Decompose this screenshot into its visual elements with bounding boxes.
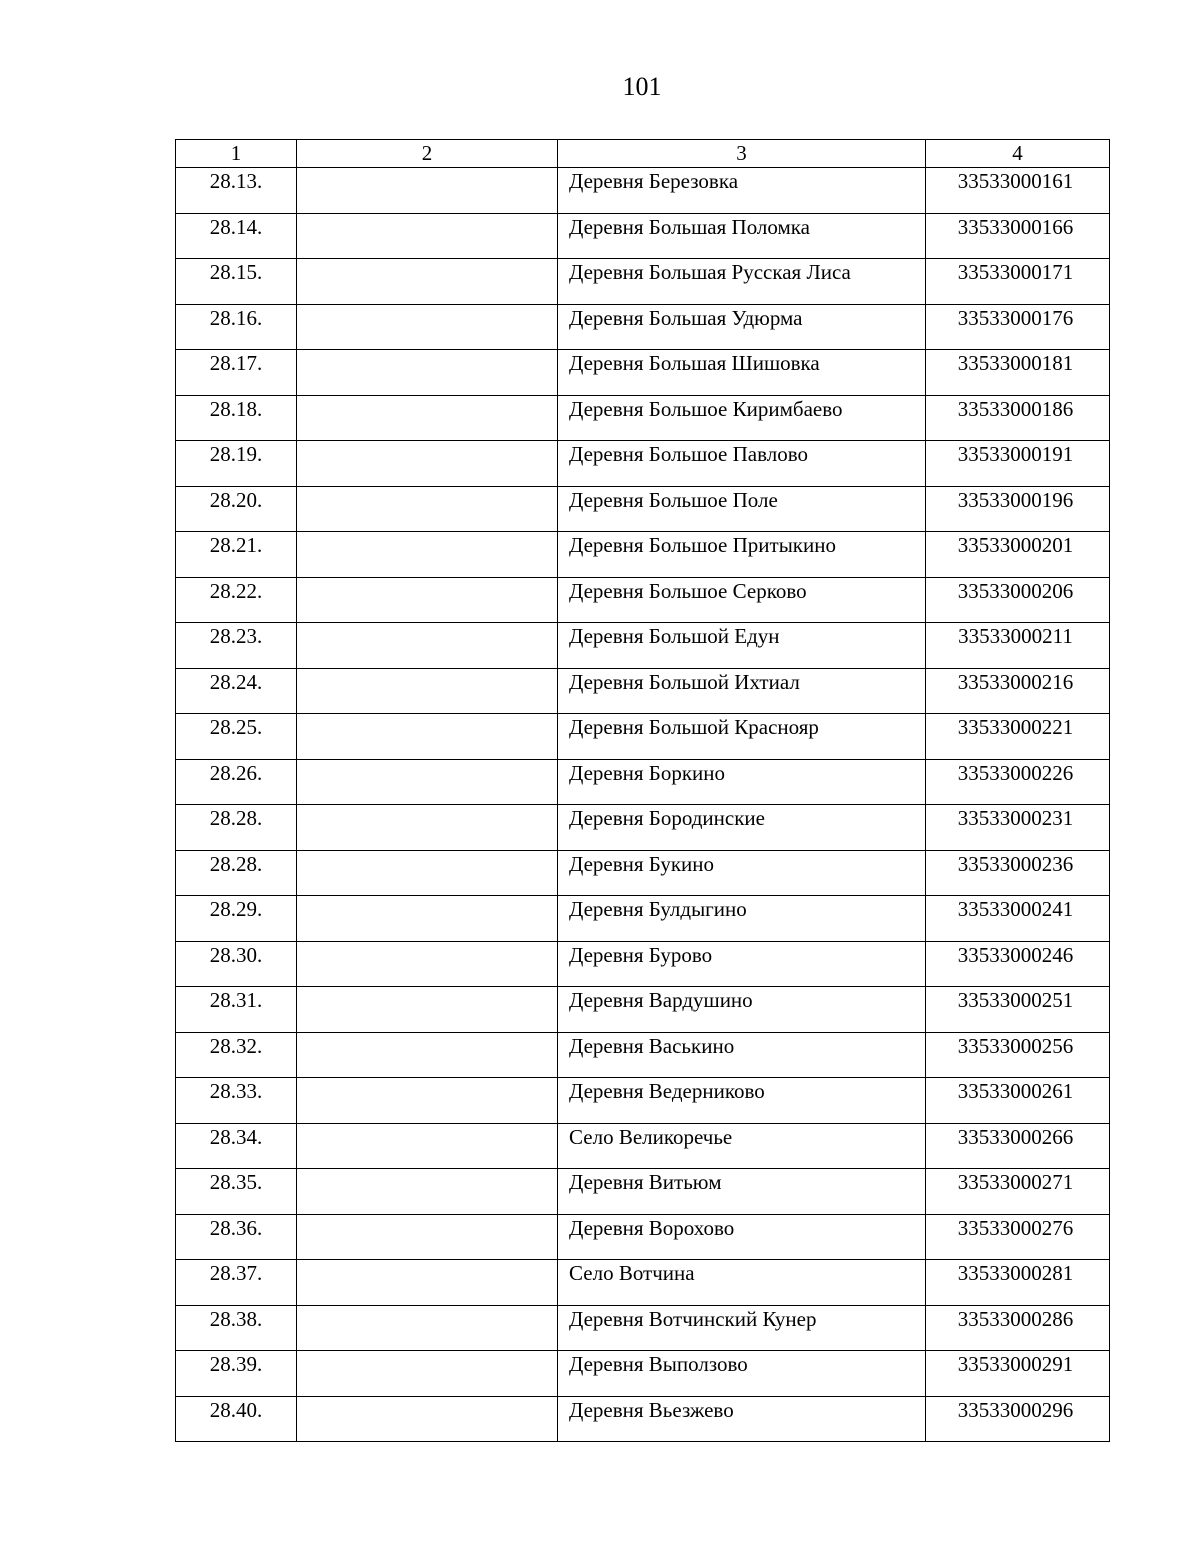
row-number-cell: 28.28. (176, 850, 297, 896)
settlement-name-cell: Деревня Витьюм (558, 1169, 926, 1215)
table-row (176, 259, 1110, 305)
settlement-code-cell: 33533000211 (926, 623, 1110, 669)
table-row (176, 896, 1110, 942)
settlement-name-cell: Деревня Большое Павлово (558, 441, 926, 487)
row-column2-cell (297, 1396, 558, 1442)
settlement-name-cell: Деревня Большая Шишовка (558, 350, 926, 396)
row-column2-cell (297, 532, 558, 578)
table-row (176, 1169, 1110, 1215)
row-number-cell: 28.29. (176, 896, 297, 942)
settlement-name-cell: Деревня Вьезжево (558, 1396, 926, 1442)
settlement-name-cell: Деревня Бурово (558, 941, 926, 987)
table-row (176, 1078, 1110, 1124)
settlement-name-cell: Деревня Вотчинский Кунер (558, 1305, 926, 1351)
settlement-code-cell: 33533000236 (926, 850, 1110, 896)
table-row (176, 304, 1110, 350)
page-number: 101 (622, 72, 662, 101)
table-row (176, 532, 1110, 578)
settlement-name-cell: Деревня Большое Киримбаево (558, 395, 926, 441)
row-column2-cell (297, 1351, 558, 1397)
row-number-cell: 28.16. (176, 304, 297, 350)
table-row (176, 577, 1110, 623)
settlement-name-cell: Деревня Вардушино (558, 987, 926, 1033)
row-number-cell: 28.36. (176, 1214, 297, 1260)
row-number-cell: 28.26. (176, 759, 297, 805)
row-column2-cell (297, 623, 558, 669)
row-column2-cell (297, 714, 558, 760)
table-row (176, 714, 1110, 760)
row-number-cell: 28.18. (176, 395, 297, 441)
table-row (176, 1351, 1110, 1397)
row-column2-cell (297, 577, 558, 623)
settlement-name-cell: Деревня Большой Краснояр (558, 714, 926, 760)
row-column2-cell (297, 1169, 558, 1215)
header-cell-1: 1 (176, 140, 297, 168)
row-column2-cell (297, 941, 558, 987)
settlement-name-cell: Село Великоречье (558, 1123, 926, 1169)
settlements-table (175, 139, 1110, 1442)
table-row (176, 486, 1110, 532)
settlement-code-cell: 33533000221 (926, 714, 1110, 760)
row-column2-cell (297, 441, 558, 487)
table-row (176, 805, 1110, 851)
row-number-cell: 28.21. (176, 532, 297, 578)
settlement-name-cell: Деревня Большое Поле (558, 486, 926, 532)
settlement-code-cell: 33533000266 (926, 1123, 1110, 1169)
header-cell-2: 2 (297, 140, 558, 168)
row-column2-cell (297, 1214, 558, 1260)
settlement-code-cell: 33533000171 (926, 259, 1110, 305)
row-column2-cell (297, 259, 558, 305)
row-number-cell: 28.19. (176, 441, 297, 487)
row-column2-cell (297, 850, 558, 896)
settlement-code-cell: 33533000176 (926, 304, 1110, 350)
row-number-cell: 28.32. (176, 1032, 297, 1078)
table-row (176, 168, 1110, 214)
settlement-code-cell: 33533000281 (926, 1260, 1110, 1306)
settlement-code-cell: 33533000216 (926, 668, 1110, 714)
row-number-cell: 28.22. (176, 577, 297, 623)
settlement-code-cell: 33533000286 (926, 1305, 1110, 1351)
row-number-cell: 28.15. (176, 259, 297, 305)
table-header-row (176, 140, 1110, 168)
settlement-name-cell: Деревня Ворохово (558, 1214, 926, 1260)
settlement-name-cell: Деревня Березовка (558, 168, 926, 214)
row-number-cell: 28.38. (176, 1305, 297, 1351)
settlement-name-cell: Деревня Большое Серково (558, 577, 926, 623)
table-row (176, 1214, 1110, 1260)
settlement-name-cell: Деревня Васькино (558, 1032, 926, 1078)
settlement-code-cell: 33533000196 (926, 486, 1110, 532)
header-cell-3: 3 (558, 140, 926, 168)
row-number-cell: 28.28. (176, 805, 297, 851)
settlement-name-cell: Деревня Букино (558, 850, 926, 896)
row-column2-cell (297, 896, 558, 942)
settlement-name-cell: Деревня Большое Притыкино (558, 532, 926, 578)
row-column2-cell (297, 1078, 558, 1124)
row-column2-cell (297, 168, 558, 214)
table-row (176, 213, 1110, 259)
table-row (176, 441, 1110, 487)
settlement-code-cell: 33533000191 (926, 441, 1110, 487)
row-column2-cell (297, 1260, 558, 1306)
row-number-cell: 28.25. (176, 714, 297, 760)
table-row (176, 941, 1110, 987)
table-row (176, 350, 1110, 396)
settlement-name-cell: Деревня Большая Поломка (558, 213, 926, 259)
settlement-code-cell: 33533000231 (926, 805, 1110, 851)
settlement-code-cell: 33533000226 (926, 759, 1110, 805)
row-column2-cell (297, 1032, 558, 1078)
settlement-code-cell: 33533000161 (926, 168, 1110, 214)
table-row (176, 623, 1110, 669)
row-column2-cell (297, 668, 558, 714)
settlement-code-cell: 33533000206 (926, 577, 1110, 623)
settlement-code-cell: 33533000271 (926, 1169, 1110, 1215)
settlement-name-cell: Деревня Булдыгино (558, 896, 926, 942)
row-number-cell: 28.30. (176, 941, 297, 987)
table-row (176, 1396, 1110, 1442)
settlement-code-cell: 33533000241 (926, 896, 1110, 942)
row-column2-cell (297, 304, 558, 350)
row-number-cell: 28.14. (176, 213, 297, 259)
settlement-code-cell: 33533000276 (926, 1214, 1110, 1260)
settlement-code-cell: 33533000181 (926, 350, 1110, 396)
table-row (176, 668, 1110, 714)
table-row (176, 1305, 1110, 1351)
settlement-code-cell: 33533000246 (926, 941, 1110, 987)
row-number-cell: 28.37. (176, 1260, 297, 1306)
settlement-code-cell: 33533000251 (926, 987, 1110, 1033)
settlement-name-cell: Деревня Боркино (558, 759, 926, 805)
header-cell-4: 4 (926, 140, 1110, 168)
settlement-name-cell: Село Вотчина (558, 1260, 926, 1306)
row-column2-cell (297, 987, 558, 1033)
settlement-name-cell: Деревня Ведерниково (558, 1078, 926, 1124)
table-row (176, 395, 1110, 441)
table-row (176, 1032, 1110, 1078)
settlement-code-cell: 33533000201 (926, 532, 1110, 578)
table-row (176, 1123, 1110, 1169)
settlement-code-cell: 33533000186 (926, 395, 1110, 441)
row-column2-cell (297, 395, 558, 441)
row-column2-cell (297, 486, 558, 532)
row-number-cell: 28.39. (176, 1351, 297, 1397)
settlement-code-cell: 33533000291 (926, 1351, 1110, 1397)
settlement-code-cell: 33533000256 (926, 1032, 1110, 1078)
row-number-cell: 28.33. (176, 1078, 297, 1124)
row-number-cell: 28.20. (176, 486, 297, 532)
row-number-cell: 28.35. (176, 1169, 297, 1215)
settlement-name-cell: Деревня Большая Русская Лиса (558, 259, 926, 305)
settlement-name-cell: Деревня Большой Ихтиал (558, 668, 926, 714)
row-number-cell: 28.40. (176, 1396, 297, 1442)
row-number-cell: 28.23. (176, 623, 297, 669)
row-number-cell: 28.31. (176, 987, 297, 1033)
settlement-name-cell: Деревня Большой Едун (558, 623, 926, 669)
table-row (176, 850, 1110, 896)
row-number-cell: 28.34. (176, 1123, 297, 1169)
table-row (176, 987, 1110, 1033)
row-column2-cell (297, 1123, 558, 1169)
row-number-cell: 28.13. (176, 168, 297, 214)
settlement-code-cell: 33533000166 (926, 213, 1110, 259)
settlement-code-cell: 33533000261 (926, 1078, 1110, 1124)
row-number-cell: 28.24. (176, 668, 297, 714)
settlement-code-cell: 33533000296 (926, 1396, 1110, 1442)
row-number-cell: 28.17. (176, 350, 297, 396)
settlement-name-cell: Деревня Бородинские (558, 805, 926, 851)
row-column2-cell (297, 759, 558, 805)
row-column2-cell (297, 805, 558, 851)
table-row (176, 759, 1110, 805)
row-column2-cell (297, 213, 558, 259)
row-column2-cell (297, 350, 558, 396)
settlement-name-cell: Деревня Большая Удюрма (558, 304, 926, 350)
row-column2-cell (297, 1305, 558, 1351)
settlement-name-cell: Деревня Выползово (558, 1351, 926, 1397)
table-row (176, 1260, 1110, 1306)
